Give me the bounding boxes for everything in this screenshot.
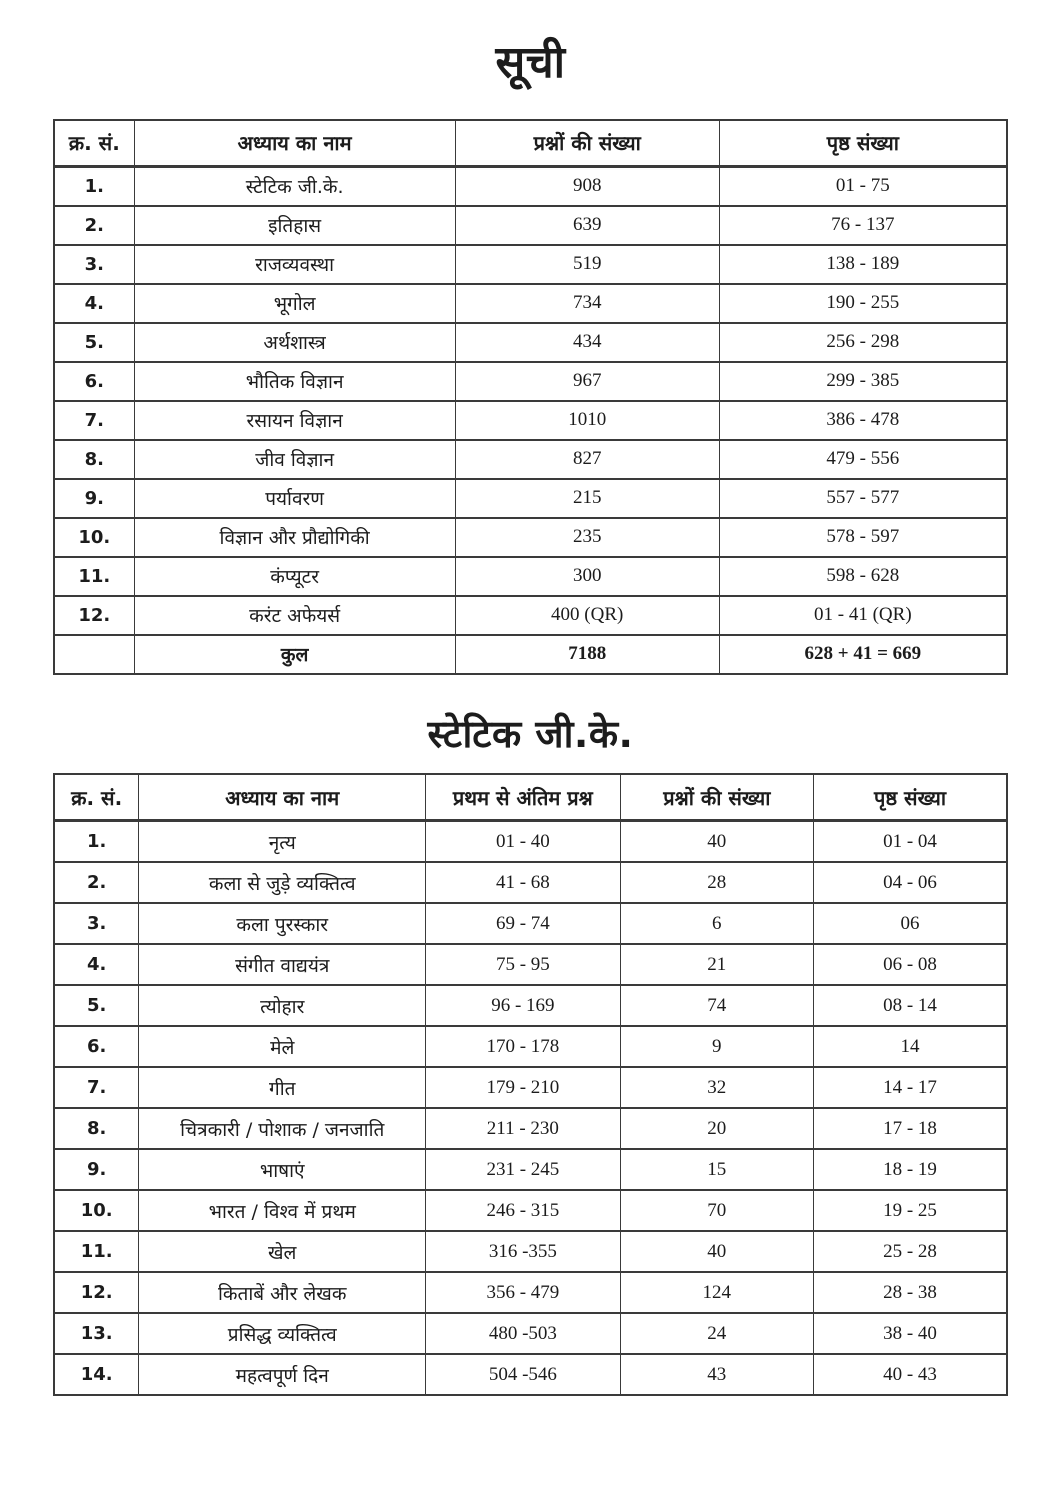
column-header: क्र. सं.	[54, 120, 134, 167]
table-cell: 76 - 137	[719, 206, 1007, 245]
table-cell: 7.	[54, 401, 134, 440]
table-cell: करंट अफेयर्स	[134, 596, 455, 635]
table-cell: 17 - 18	[814, 1108, 1007, 1149]
table-cell: गीत	[139, 1067, 426, 1108]
table-cell: 519	[455, 245, 719, 284]
table-cell: 40 - 43	[814, 1354, 1007, 1395]
table-row	[54, 284, 1007, 323]
total-cell: कुल	[134, 635, 455, 674]
total-cell	[54, 635, 134, 674]
table-row	[54, 1108, 1007, 1149]
table-cell: किताबें और लेखक	[139, 1272, 426, 1313]
table-row	[54, 944, 1007, 985]
table-cell: 4.	[54, 944, 139, 985]
table-cell: 9.	[54, 479, 134, 518]
table-cell: 12.	[54, 1272, 139, 1313]
table-row	[54, 1313, 1007, 1354]
table-row	[54, 903, 1007, 944]
column-header: अध्याय का नाम	[139, 774, 426, 821]
column-header: प्रश्नों की संख्या	[455, 120, 719, 167]
table-cell: 01 - 75	[719, 166, 1007, 206]
table-cell: 504 -546	[426, 1354, 620, 1395]
table-cell: प्रसिद्ध व्यक्तित्व	[139, 1313, 426, 1354]
table-row	[54, 1149, 1007, 1190]
table-cell: 14 - 17	[814, 1067, 1007, 1108]
table-cell: कंप्यूटर	[134, 557, 455, 596]
table-cell: 11.	[54, 557, 134, 596]
table-cell: 190 - 255	[719, 284, 1007, 323]
section2-title: स्टेटिक जी.के.	[427, 711, 634, 756]
table-cell: कला से जुड़े व्यक्तित्व	[139, 862, 426, 903]
table-row	[54, 1190, 1007, 1231]
table-row	[54, 596, 1007, 635]
table-cell: 06 - 08	[814, 944, 1007, 985]
table-row	[54, 1272, 1007, 1313]
table-cell: 215	[455, 479, 719, 518]
table-row	[54, 479, 1007, 518]
table-row	[54, 166, 1007, 206]
table-cell: 908	[455, 166, 719, 206]
table-cell: 479 - 556	[719, 440, 1007, 479]
table-cell: 8.	[54, 440, 134, 479]
table-cell: 386 - 478	[719, 401, 1007, 440]
table-cell: 10.	[54, 1190, 139, 1231]
header-row	[54, 774, 1007, 821]
table-cell: राजव्यवस्था	[134, 245, 455, 284]
table-cell: 01 - 40	[426, 821, 620, 863]
table-cell: 12.	[54, 596, 134, 635]
table-cell: 1.	[54, 821, 139, 863]
table-cell: 967	[455, 362, 719, 401]
table-cell: 1.	[54, 166, 134, 206]
table-cell: 211 - 230	[426, 1108, 620, 1149]
table-cell: नृत्य	[139, 821, 426, 863]
table-cell: 32	[620, 1067, 813, 1108]
table-cell: 19 - 25	[814, 1190, 1007, 1231]
table-cell: 9.	[54, 1149, 139, 1190]
table-cell: भारत / विश्व में प्रथम	[139, 1190, 426, 1231]
table-row	[54, 821, 1007, 863]
table-cell: विज्ञान और प्रौद्योगिकी	[134, 518, 455, 557]
table-cell: 356 - 479	[426, 1272, 620, 1313]
table-cell: 15	[620, 1149, 813, 1190]
table-cell: 578 - 597	[719, 518, 1007, 557]
table-cell: कला पुरस्कार	[139, 903, 426, 944]
section1-title: सूची	[495, 37, 566, 88]
table-cell: 434	[455, 323, 719, 362]
table-cell: 18 - 19	[814, 1149, 1007, 1190]
table-cell: 14.	[54, 1354, 139, 1395]
table-cell: 2.	[54, 206, 134, 245]
table-cell: 5.	[54, 985, 139, 1026]
total-cell: 7188	[455, 635, 719, 674]
column-header: प्रथम से अंतिम प्रश्न	[426, 774, 620, 821]
table-cell: 598 - 628	[719, 557, 1007, 596]
table-cell: 299 - 385	[719, 362, 1007, 401]
table-cell: पर्यावरण	[134, 479, 455, 518]
table-cell: 10.	[54, 518, 134, 557]
table-cell: स्टेटिक जी.के.	[134, 166, 455, 206]
table-cell: 25 - 28	[814, 1231, 1007, 1272]
table-row	[54, 206, 1007, 245]
total-cell: 628 + 41 = 669	[719, 635, 1007, 674]
table-cell: 170 - 178	[426, 1026, 620, 1067]
column-header: प्रश्नों की संख्या	[620, 774, 813, 821]
table-cell: अर्थशास्त्र	[134, 323, 455, 362]
table-cell: 316 -355	[426, 1231, 620, 1272]
table-cell: 179 - 210	[426, 1067, 620, 1108]
table-cell: 24	[620, 1313, 813, 1354]
table-row	[54, 862, 1007, 903]
table-row	[54, 362, 1007, 401]
table-cell: 6.	[54, 1026, 139, 1067]
table-cell: 40	[620, 1231, 813, 1272]
table-cell: इतिहास	[134, 206, 455, 245]
column-header: अध्याय का नाम	[134, 120, 455, 167]
table-row	[54, 1067, 1007, 1108]
table-cell: 43	[620, 1354, 813, 1395]
table-cell: भूगोल	[134, 284, 455, 323]
table-cell: 3.	[54, 903, 139, 944]
table-cell: 28 - 38	[814, 1272, 1007, 1313]
table-cell: 13.	[54, 1313, 139, 1354]
table-cell: 6	[620, 903, 813, 944]
table-cell: 40	[620, 821, 813, 863]
table-cell: 827	[455, 440, 719, 479]
contents-table	[53, 119, 1008, 675]
column-header: क्र. सं.	[54, 774, 139, 821]
table-row	[54, 985, 1007, 1026]
table-cell: 01 - 41 (QR)	[719, 596, 1007, 635]
table-cell: जीव विज्ञान	[134, 440, 455, 479]
table-cell: 6.	[54, 362, 134, 401]
table-cell: 480 -503	[426, 1313, 620, 1354]
table-row	[54, 518, 1007, 557]
table-cell: 70	[620, 1190, 813, 1231]
table-cell: 20	[620, 1108, 813, 1149]
table-cell: 06	[814, 903, 1007, 944]
table-cell: 138 - 189	[719, 245, 1007, 284]
table-cell: 9	[620, 1026, 813, 1067]
column-header: पृष्ठ संख्या	[814, 774, 1007, 821]
table-row	[54, 245, 1007, 284]
table-cell: 41 - 68	[426, 862, 620, 903]
table-cell: 08 - 14	[814, 985, 1007, 1026]
table-cell: 11.	[54, 1231, 139, 1272]
table-row	[54, 440, 1007, 479]
table-cell: 04 - 06	[814, 862, 1007, 903]
table-cell: 734	[455, 284, 719, 323]
table-cell: 124	[620, 1272, 813, 1313]
header-row	[54, 120, 1007, 167]
column-header: पृष्ठ संख्या	[719, 120, 1007, 167]
table-cell: खेल	[139, 1231, 426, 1272]
table-row	[54, 1231, 1007, 1272]
table-cell: 639	[455, 206, 719, 245]
table-cell: 69 - 74	[426, 903, 620, 944]
table-cell: 2.	[54, 862, 139, 903]
table-cell: 3.	[54, 245, 134, 284]
table-cell: 246 - 315	[426, 1190, 620, 1231]
table-cell: महत्वपूर्ण दिन	[139, 1354, 426, 1395]
table-cell: 235	[455, 518, 719, 557]
table-row	[54, 1026, 1007, 1067]
table-cell: संगीत वाद्ययंत्र	[139, 944, 426, 985]
table-cell: भौतिक विज्ञान	[134, 362, 455, 401]
table-cell: 75 - 95	[426, 944, 620, 985]
table-cell: 5.	[54, 323, 134, 362]
total-row	[54, 635, 1007, 674]
table-cell: 256 - 298	[719, 323, 1007, 362]
table-cell: भाषाएं	[139, 1149, 426, 1190]
table-cell: 7.	[54, 1067, 139, 1108]
table-cell: 96 - 169	[426, 985, 620, 1026]
table-cell: मेले	[139, 1026, 426, 1067]
table-cell: चित्रकारी / पोशाक / जनजाति	[139, 1108, 426, 1149]
table-cell: 4.	[54, 284, 134, 323]
static-gk-table	[53, 773, 1008, 1396]
table-cell: 300	[455, 557, 719, 596]
table-row	[54, 557, 1007, 596]
table-cell: 231 - 245	[426, 1149, 620, 1190]
table-cell: 14	[814, 1026, 1007, 1067]
table-cell: 8.	[54, 1108, 139, 1149]
table-row	[54, 1354, 1007, 1395]
table-cell: 1010	[455, 401, 719, 440]
table-cell: रसायन विज्ञान	[134, 401, 455, 440]
table-cell: 557 - 577	[719, 479, 1007, 518]
table-cell: 28	[620, 862, 813, 903]
table-row	[54, 401, 1007, 440]
table-cell: त्योहार	[139, 985, 426, 1026]
table-cell: 74	[620, 985, 813, 1026]
table-cell: 400 (QR)	[455, 596, 719, 635]
table-cell: 21	[620, 944, 813, 985]
table-cell: 38 - 40	[814, 1313, 1007, 1354]
table-cell: 01 - 04	[814, 821, 1007, 863]
table-row	[54, 323, 1007, 362]
